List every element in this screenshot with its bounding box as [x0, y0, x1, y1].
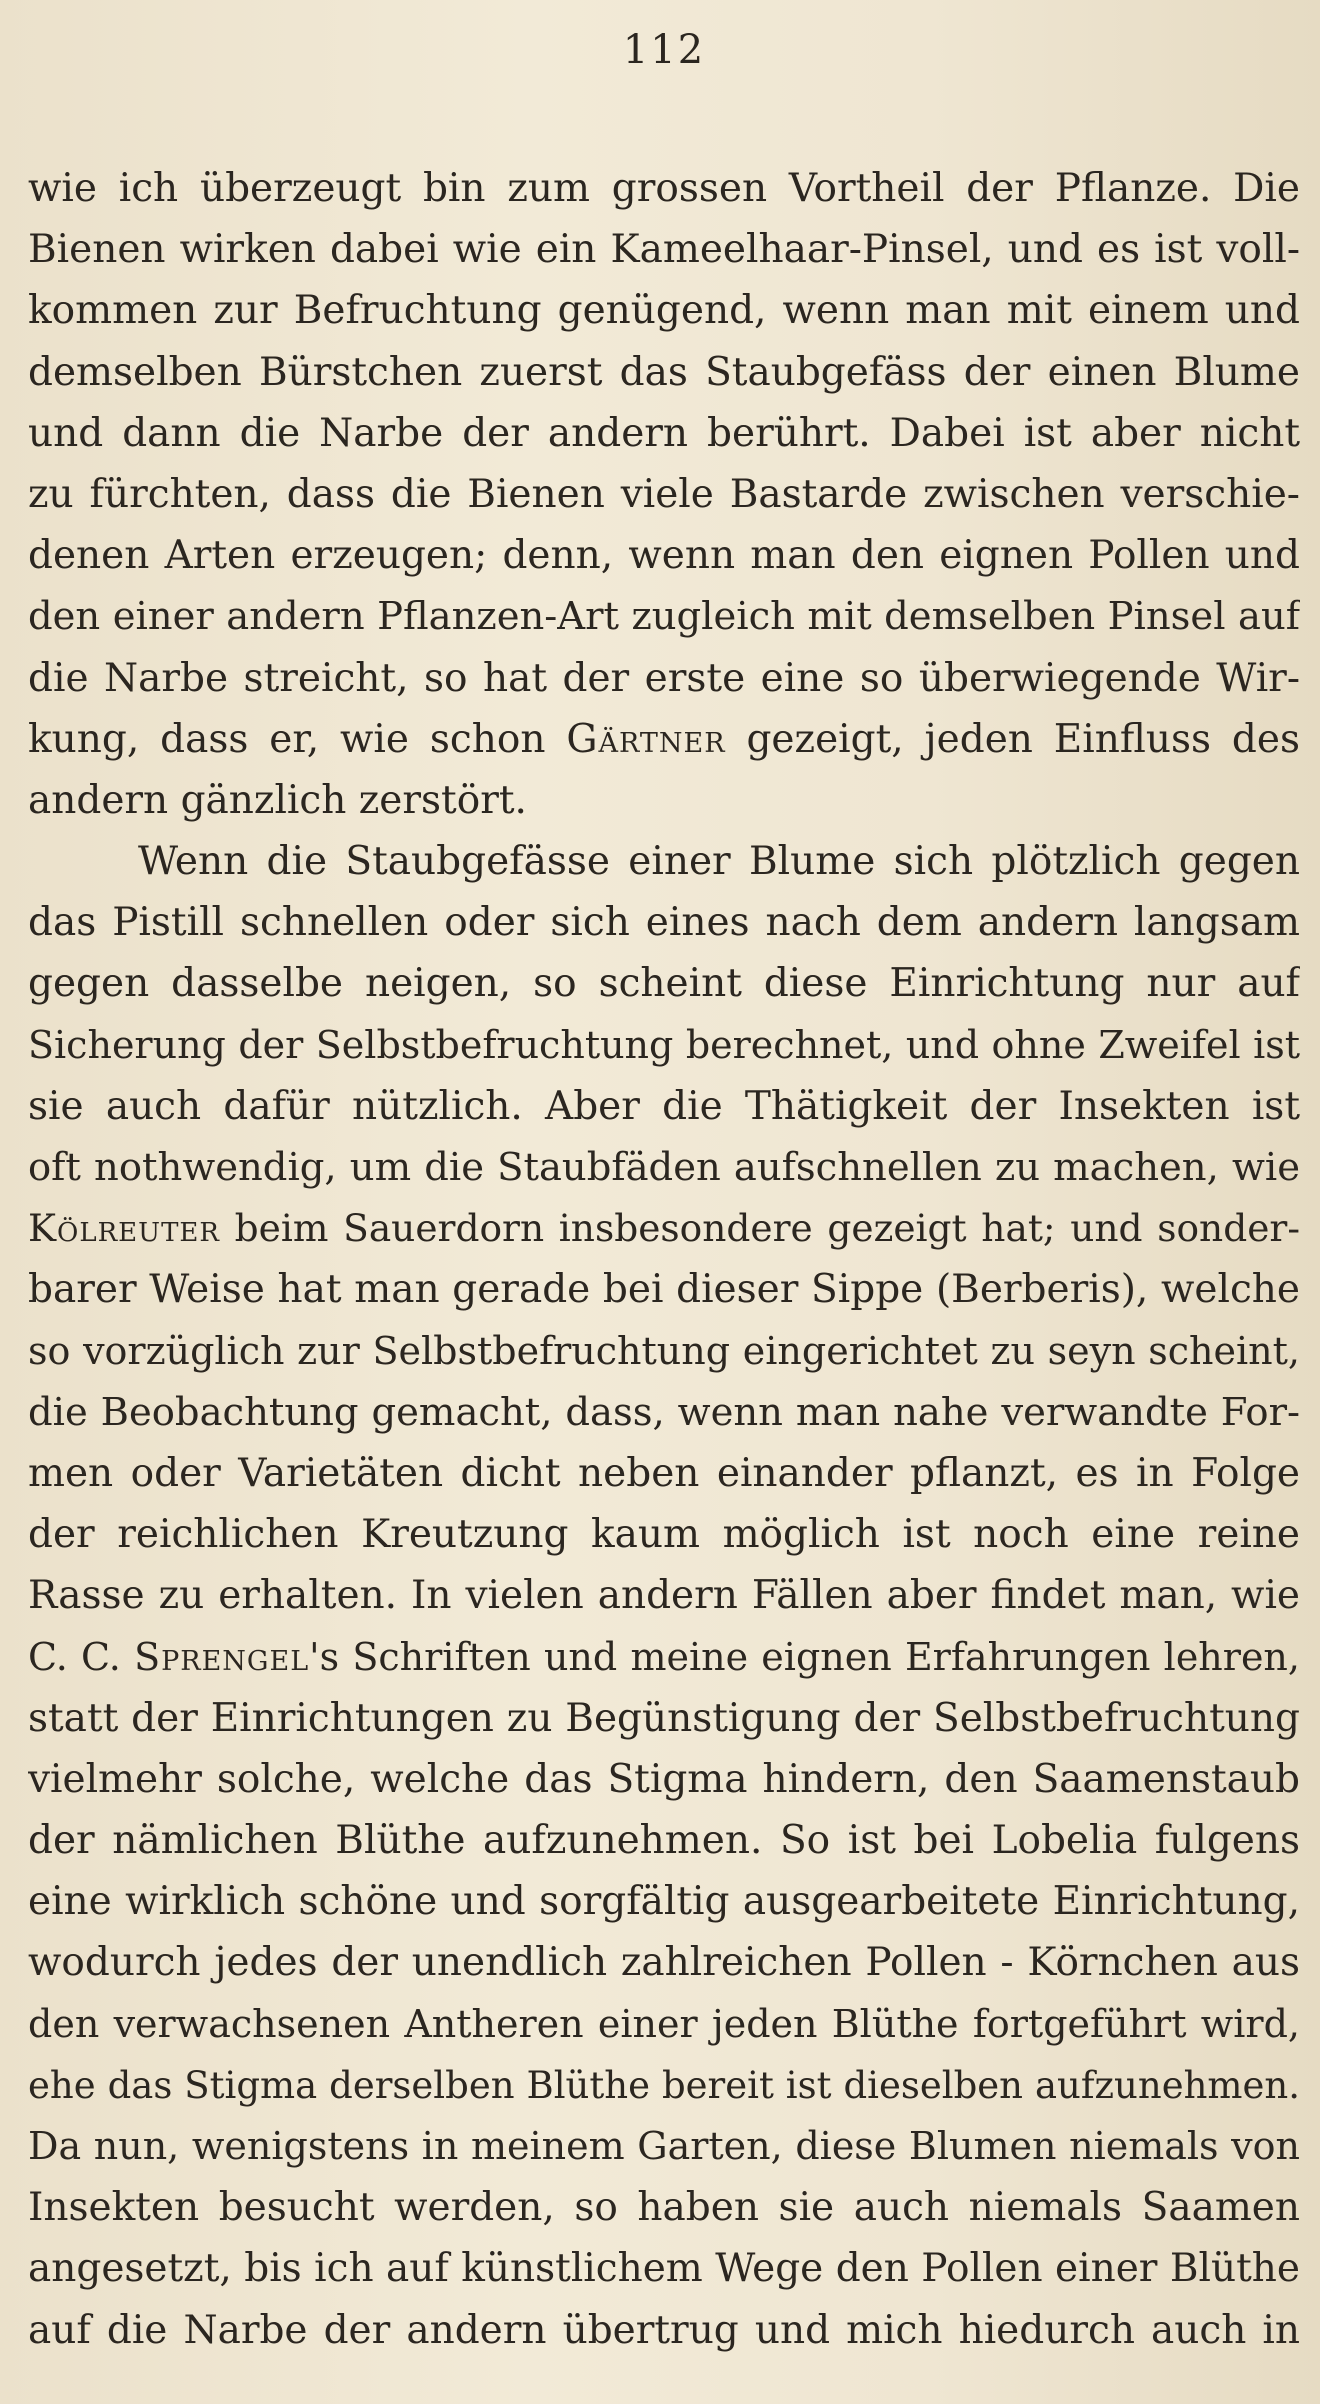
text-line: zu fürchten, dass die Bienen viele Bastarde zwischen verschie- [28, 471, 1300, 517]
body-text [28, 158, 1300, 2361]
text-line: den verwachsenen Antheren einer jeden Blüthe fortgeführt wird, [28, 2001, 1300, 2046]
text-line: ehe das Stigma derselben Blüthe bereit ist dieselben aufzunehmen. [28, 2063, 1300, 2107]
text-line: barer Weise hat man gerade bei dieser Sippe (Berberis), welche [28, 1267, 1300, 1313]
text-line: Sicherung der Selbstbefruchtung berechnet, und ohne Zweifel ist [28, 1022, 1300, 1067]
text-line: kommen zur Befruchtung genügend, wenn man mit einem und [28, 288, 1300, 334]
text-line: eine wirklich schöne und sorgfältig ausgearbeitete Einrichtung, [28, 1879, 1300, 1925]
text-line: auf die Narbe der andern übertrug und mich hiedurch auch in [28, 2307, 1300, 2353]
text-line: oft nothwendig, um die Staubfäden aufschnellen zu machen, wie [28, 1145, 1300, 1190]
text-line: Da nun, wenigstens in meinem Garten, diese Blumen niemals von [28, 2124, 1300, 2168]
text-line: vielmehr solche, welche das Stigma hindern, den Saamenstaub [28, 1756, 1300, 1802]
text-line: Insekten besucht werden, so haben sie auch niemals Saamen [28, 2185, 1300, 2231]
text-segment: kung, dass er, wie schon [28, 716, 567, 762]
text-line: angesetzt, bis ich auf künstlichem Wege den Pollen einer Blüthe [28, 2246, 1300, 2292]
text-line: so vorzüglich zur Selbstbefruchtung eingerichtet zu seyn scheint, [28, 1328, 1300, 1373]
text-line: sie auch dafür nützlich. Aber die Thätigkeit der Insekten ist [28, 1083, 1300, 1129]
text-line [28, 1627, 1300, 1688]
text-line: die Beobachtung gemacht, dass, wenn man nahe verwandte For- [28, 1389, 1300, 1435]
text-line: gegen dasselbe neigen, so scheint diese Einrichtung nur auf [28, 961, 1300, 1007]
text-line: den einer andern Pflanzen-Art zugleich mit demselben Pinsel auf [28, 594, 1300, 640]
text-segment: C. C. [28, 1634, 135, 1679]
text-line: Bienen wirken dabei wie ein Kameelhaar-Pinsel, und es ist voll- [28, 227, 1300, 273]
text-line: wie ich überzeugt bin zum grossen Vortheil der Pflanze. Die [28, 166, 1300, 211]
text-line: Rasse zu erhalten. In vielen andern Fällen aber findet man, wie [28, 1573, 1300, 1619]
text-line: denen Arten erzeugen; denn, wenn man den eignen Pollen und [28, 533, 1300, 579]
page-number: 112 [622, 27, 706, 73]
text-line: men oder Varietäten dicht neben einander pflanzt, es in Folge [28, 1450, 1300, 1496]
text-segment: gezeigt, jeden Einfluss des [725, 716, 1300, 762]
text-line [28, 1198, 1300, 1259]
text-line: der reichlichen Kreutzung kaum möglich ist noch eine reine [28, 1512, 1300, 1558]
author-name: Kölreuter [28, 1206, 220, 1251]
author-name: Gärtner [566, 716, 726, 762]
author-name: Sprengel [134, 1634, 310, 1679]
text-line [28, 709, 1300, 770]
text-line: und dann die Narbe der andern berührt. Dabei ist aber nicht [28, 410, 1300, 456]
text-line: andern gänzlich zerstört. [28, 777, 527, 823]
text-line: das Pistill schnellen oder sich eines nach dem andern langsam [28, 900, 1300, 946]
text-line: Wenn die Staubgefässe einer Blume sich plötzlich gegen [138, 839, 1300, 885]
text-segment: 's Schriften und meine eignen Erfahrungen lehren, [309, 1634, 1300, 1679]
text-segment: beim Sauerdorn insbesondere gezeigt hat; und sonder- [219, 1206, 1300, 1251]
text-line: demselben Bürstchen zuerst das Staubgefäss der einen Blume [28, 349, 1300, 395]
text-line: die Narbe streicht, so hat der erste eine so überwiegende Wir- [28, 655, 1300, 701]
text-line: der nämlichen Blüthe aufzunehmen. So ist bei Lobelia fulgens [28, 1818, 1300, 1864]
text-line: statt der Einrichtungen zu Begünstigung der Selbstbefruchtung [28, 1695, 1300, 1741]
text-line: wodurch jedes der unendlich zahlreichen Pollen - Körnchen aus [28, 1940, 1300, 1986]
